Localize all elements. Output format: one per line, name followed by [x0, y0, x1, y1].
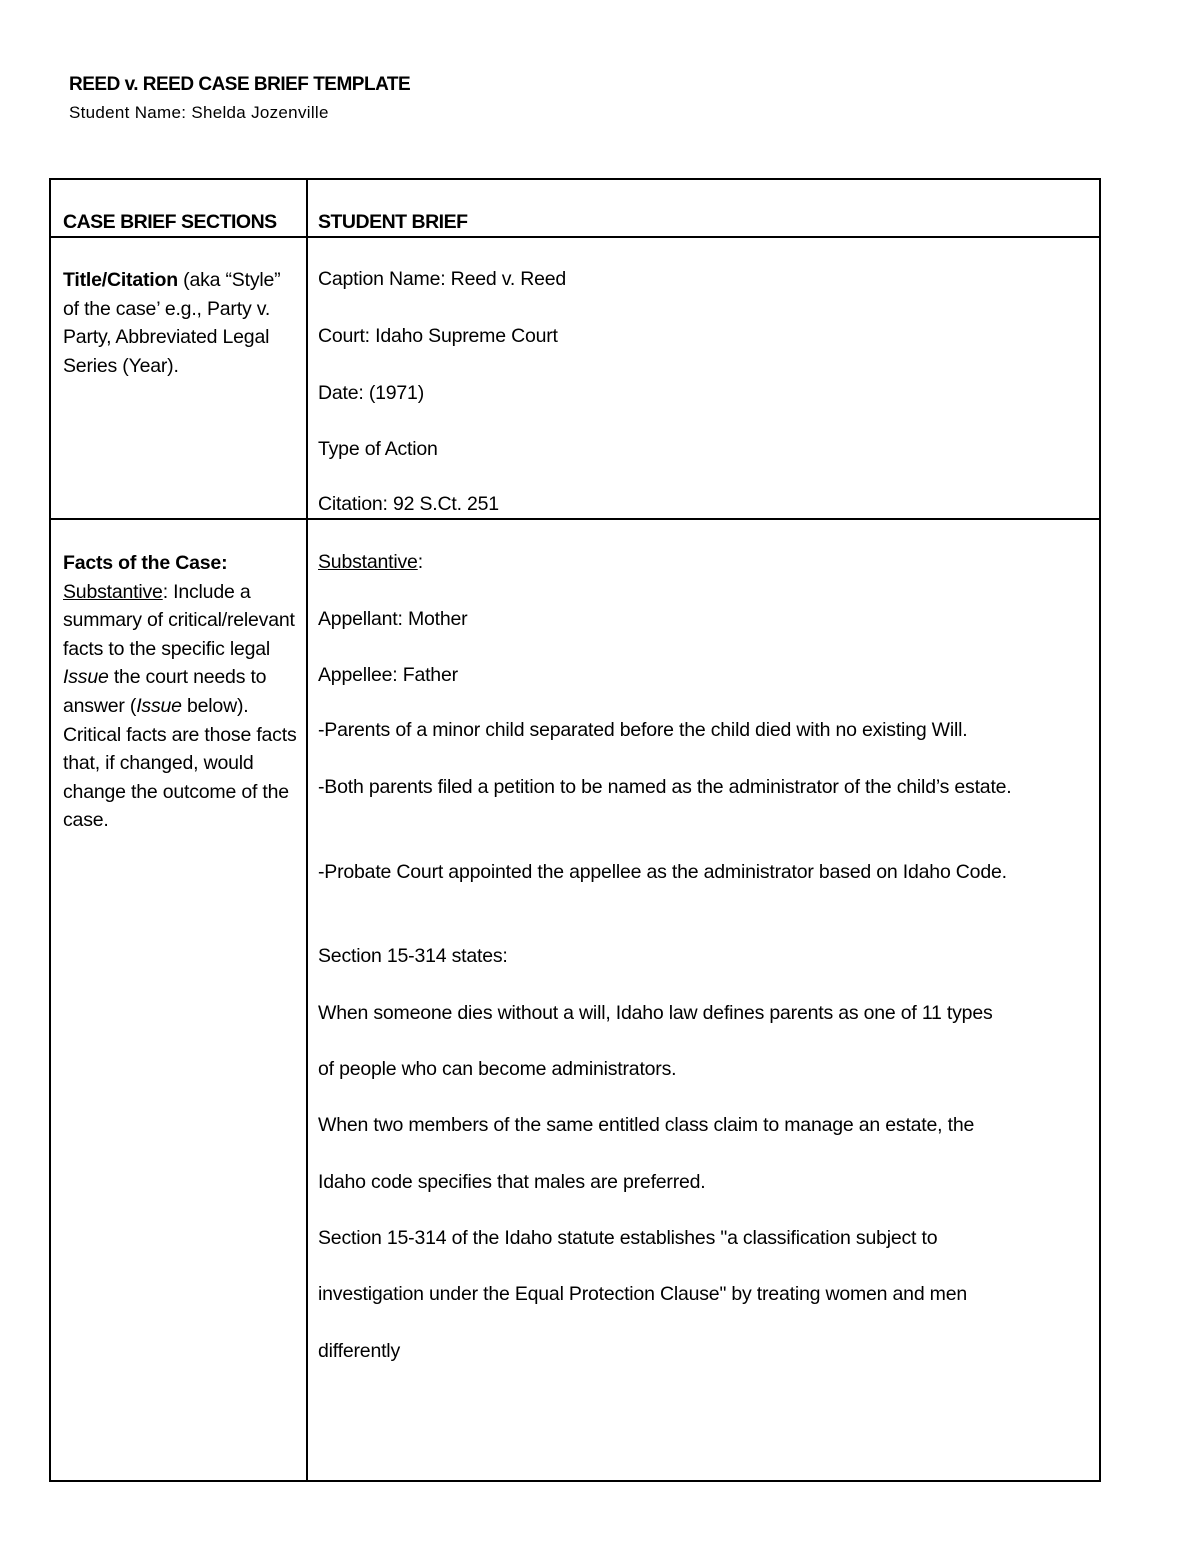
- column-divider: [306, 180, 308, 1480]
- title-citation-description: (aka “Style” of the case’ e.g., Party v. Party, Abbreviated Legal Series (Year).: [63, 269, 281, 377]
- issue-term: Issue: [63, 666, 109, 689]
- type-of-action: Type of Action: [318, 438, 438, 460]
- title-citation-label: [63, 266, 301, 380]
- statute-text-line: Section 15-314 of the Idaho statute establishes "a classification subject to: [318, 1227, 938, 1249]
- substantive-colon: :: [417, 551, 423, 573]
- caption-name: Caption Name: Reed v. Reed: [318, 268, 567, 290]
- header-row-divider: [51, 236, 1099, 238]
- statute-text-line: Idaho code specifies that males are preferred.: [318, 1171, 706, 1193]
- document-title: REED v. REED CASE BRIEF TEMPLATE: [69, 74, 411, 95]
- statute-text-line: When someone dies without a will, Idaho law defines parents as one of 11 types: [318, 1002, 993, 1024]
- statute-text-line: investigation under the Equal Protection Clause" by treating women and men: [318, 1283, 968, 1305]
- fact-item: -Parents of a minor child separated before the child died with no existing Will.: [318, 719, 968, 741]
- issue-term: Issue: [136, 694, 182, 717]
- title-citation-heading: Title/Citation: [63, 269, 178, 291]
- statute-text-line: differently: [318, 1340, 400, 1362]
- title-row-divider: [51, 518, 1099, 520]
- fact-item: -Probate Court appointed the appellee as the administrator based on Idaho Code.: [318, 861, 1007, 883]
- facts-of-case-label: [63, 549, 301, 835]
- appellee: Appellee: Father: [318, 664, 458, 686]
- column-header-student-brief: STUDENT BRIEF: [318, 211, 468, 233]
- appellant: Appellant: Mother: [318, 608, 468, 630]
- facts-description-part: the court needs to answer (: [63, 666, 267, 717]
- court: Court: Idaho Supreme Court: [318, 325, 558, 347]
- facts-heading: Facts of the Case:: [63, 552, 228, 574]
- substantive-label: Substantive: [318, 551, 418, 573]
- facts-description-part: below). Critical facts are those facts that, if changed, would change the outcome of the case.: [63, 694, 297, 832]
- facts-description-part: : Include a summary of critical/relevant facts to the specific legal: [63, 580, 295, 660]
- student-name: Student Name: Shelda Jozenville: [69, 103, 329, 122]
- citation: Citation: 92 S.Ct. 251: [318, 493, 499, 515]
- column-header-sections: CASE BRIEF SECTIONS: [63, 211, 277, 233]
- substantive-heading: [318, 551, 423, 574]
- case-brief-table: [49, 178, 1101, 1482]
- statute-text-line: When two members of the same entitled class claim to manage an estate, the: [318, 1114, 975, 1136]
- fact-item: -Both parents filed a petition to be named as the administrator of the child’s estate.: [318, 776, 1012, 798]
- section-heading: Section 15-314 states:: [318, 945, 508, 967]
- date: Date: (1971): [318, 382, 424, 404]
- statute-text-line: of people who can become administrators.: [318, 1058, 677, 1080]
- substantive-term: Substantive: [63, 580, 163, 603]
